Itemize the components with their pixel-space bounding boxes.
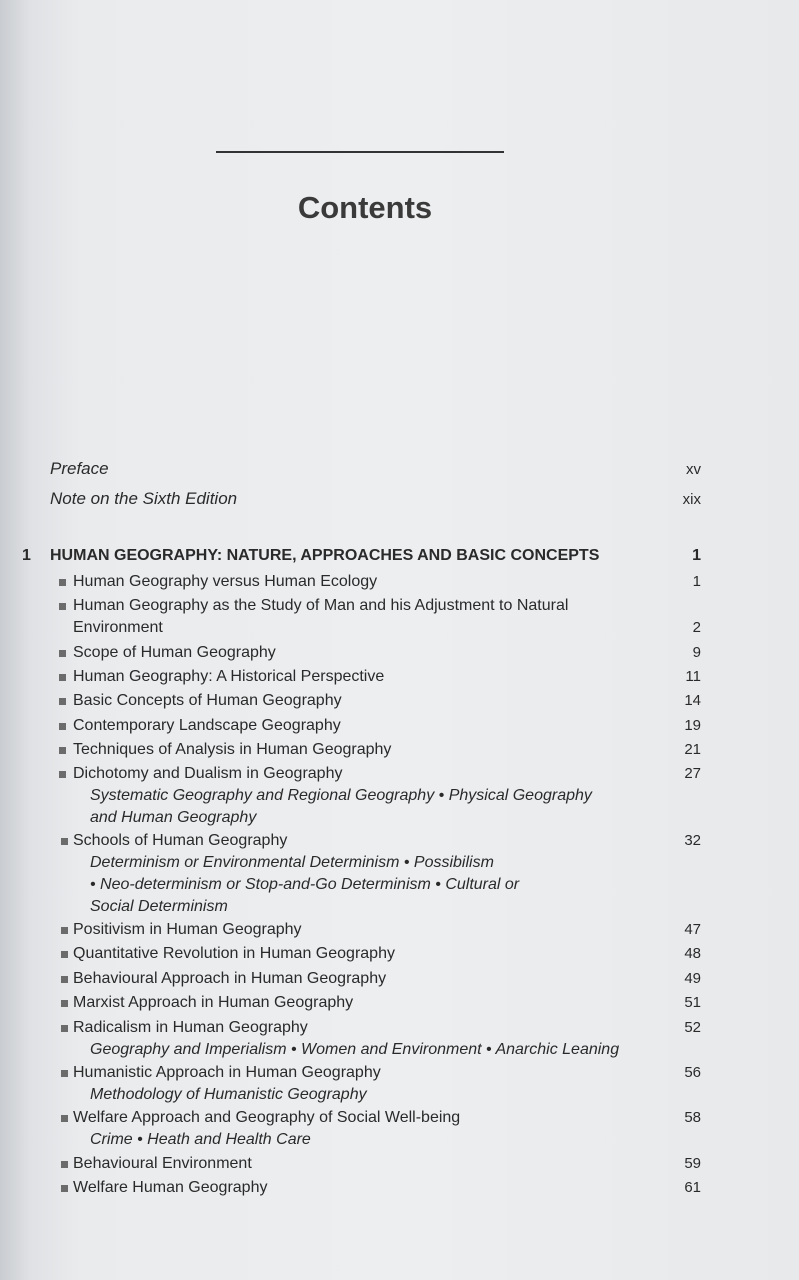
toc-entry-title: Quantitative Revolution in Human Geography [73, 945, 395, 962]
bullet-square-icon [59, 579, 66, 586]
toc-front-note: Note on the Sixth Edition [50, 489, 238, 508]
toc-entry-page: 21 [684, 741, 701, 758]
bullet-square-icon [59, 603, 66, 610]
bullet-square-icon [61, 1185, 68, 1192]
toc-subentry: • Neo-determinism or Stop-and-Go Determinism • Cultural or [90, 876, 520, 893]
toc-front-preface-page: xv [686, 461, 701, 478]
bullet-square-icon [59, 674, 66, 681]
bullet-square-icon [61, 838, 68, 845]
toc-entry-title: Scope of Human Geography [73, 644, 276, 661]
toc-entry-page: 49 [684, 970, 701, 987]
toc-front-preface: Preface [50, 459, 109, 478]
toc-entry-title: Human Geography versus Human Ecology [73, 573, 378, 590]
toc-entry-title: Behavioural Approach in Human Geography [73, 970, 387, 987]
bullet-square-icon [61, 1161, 68, 1168]
bullet-square-icon [61, 1070, 68, 1077]
toc-entry-page: 51 [684, 994, 701, 1011]
toc-subentry: Crime • Heath and Health Care [90, 1131, 311, 1148]
bullet-square-icon [61, 1115, 68, 1122]
toc-entry-page: 61 [684, 1179, 701, 1196]
bullet-square-icon [61, 976, 68, 983]
bullet-square-icon [59, 747, 66, 754]
toc-subentry: Determinism or Environmental Determinism • Possibilism [90, 854, 494, 871]
toc-entry-title: Dichotomy and Dualism in Geography [73, 765, 343, 782]
toc-entry-title: Welfare Approach and Geography of Social Well-being [73, 1109, 461, 1126]
toc-subentry: and Human Geography [90, 809, 257, 826]
toc-subentry: Geography and Imperialism • Women and Environment • Anarchic Leaning [90, 1041, 620, 1058]
toc-entry-page: 19 [684, 717, 701, 734]
toc-entry-title: Behavioural Environment [73, 1155, 252, 1172]
toc-entry-title: Marxist Approach in Human Geography [73, 994, 354, 1011]
toc-entry-page: 48 [684, 945, 701, 962]
bullet-square-icon [61, 1000, 68, 1007]
toc-entry-page: 58 [684, 1109, 701, 1126]
toc-entry-page: 9 [692, 644, 701, 661]
toc-entry-page: 59 [684, 1155, 701, 1172]
bullet-square-icon [61, 927, 68, 934]
toc-entry-title: Positivism in Human Geography [73, 921, 302, 938]
bullet-square-icon [59, 650, 66, 657]
toc-entry-title: Human Geography: A Historical Perspective [73, 668, 385, 685]
toc-entry-page: 11 [685, 668, 701, 685]
toc-entry-title: Contemporary Landscape Geography [73, 717, 341, 734]
chapter-number: 1 [22, 547, 31, 564]
toc-entry-page: 14 [684, 692, 701, 709]
top-rule [216, 151, 504, 153]
toc-entry-page: 52 [684, 1019, 701, 1036]
chapter-page: 1 [692, 547, 701, 564]
bullet-square-icon [59, 723, 66, 730]
bullet-square-icon [59, 771, 66, 778]
toc-subentry: Systematic Geography and Regional Geography • Physical Geography [90, 787, 592, 804]
bullet-square-icon [61, 951, 68, 958]
toc-entry-page: 32 [684, 832, 701, 849]
toc-entry-page: 27 [684, 765, 701, 782]
toc-entry-title: Human Geography as the Study of Man and his Adjustment to Natural [73, 597, 569, 614]
toc-entry-title: Schools of Human Geography [73, 832, 288, 849]
toc-entry-page: 47 [684, 921, 701, 938]
toc-entry-page: 2 [692, 619, 701, 636]
toc-subentry: Methodology of Humanistic Geography [90, 1086, 367, 1103]
toc-entry-title: Humanistic Approach in Human Geography [73, 1064, 381, 1081]
bullet-square-icon [59, 698, 66, 705]
toc-entry-page: 1 [692, 573, 701, 590]
bullet-square-icon [61, 1025, 68, 1032]
page-title: Contents [297, 190, 433, 225]
toc-entry-title: Basic Concepts of Human Geography [73, 692, 342, 709]
toc-entry-title: Radicalism in Human Geography [73, 1019, 308, 1036]
chapter-title: HUMAN GEOGRAPHY: NATURE, APPROACHES AND BASIC CONCEPTS [50, 547, 600, 564]
toc-entry-page: 56 [684, 1064, 701, 1081]
toc-front-note-page: xix [682, 491, 701, 508]
toc-entry-title: Environment [73, 619, 163, 636]
toc-entry-title: Welfare Human Geography [73, 1179, 268, 1196]
toc-entry-title: Techniques of Analysis in Human Geography [73, 741, 392, 758]
toc-subentry: Social Determinism [90, 898, 228, 915]
